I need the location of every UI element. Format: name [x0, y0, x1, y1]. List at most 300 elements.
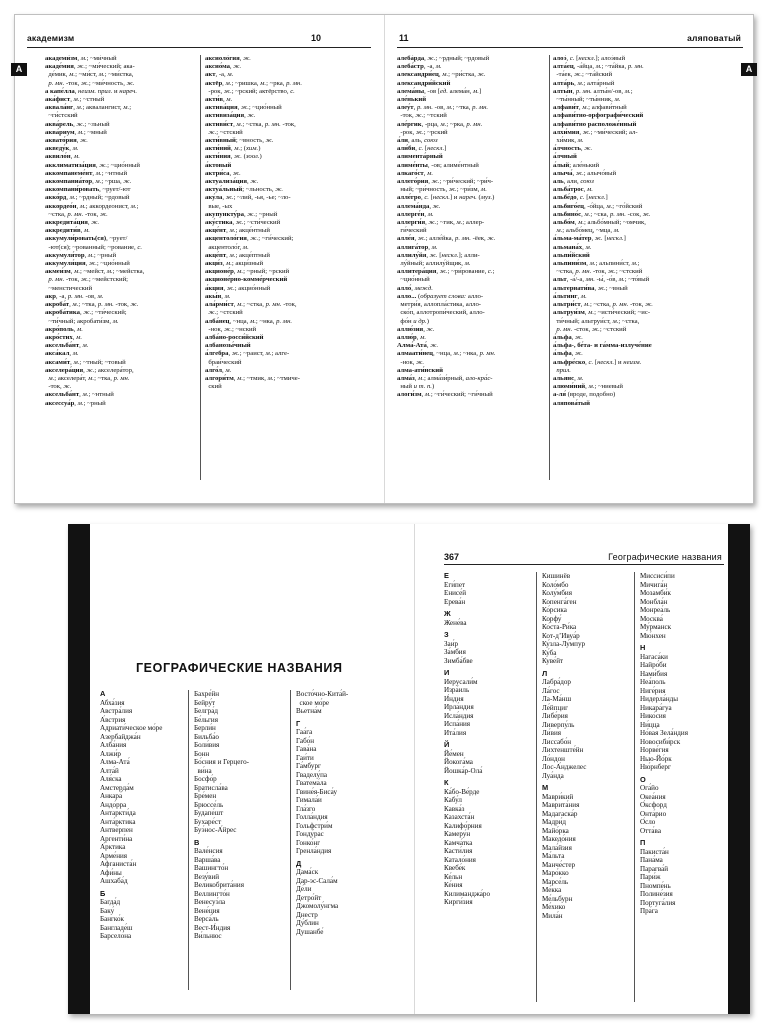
- place-name: Парагва́й: [640, 864, 669, 873]
- dictionary-entry-line: алма-ати́нский: [397, 366, 443, 374]
- dictionary-entry-line: альбиго́ец, -о́йца, м.; ~го́йский: [553, 202, 643, 210]
- header-rule-right: [397, 47, 743, 48]
- dictionary-entry-line: лу́йный; аллилу́йщик, м.: [397, 260, 471, 268]
- dictionary-column-1: [45, 55, 195, 495]
- dictionary-entry-line: аллю́зия, ж.: [397, 325, 435, 333]
- dictionary-entry-line: а́ли, аль, союз: [397, 137, 438, 145]
- dictionary-entry-line: браи́ческий: [205, 358, 242, 366]
- book-spine: [414, 524, 415, 1014]
- section-title: ГЕОГРАФИЧЕСКИЕ НАЗВАНИЯ: [136, 661, 343, 675]
- place-name: Нико́сия: [640, 712, 666, 720]
- place-name: Ко́ста-Ри́ка: [542, 623, 577, 631]
- dictionary-column-4: [553, 55, 703, 495]
- dictionary-entry-line: аллерги́я, ж.; ~гик, м.; аллер-: [397, 219, 485, 227]
- dictionary-entry-line: прил.: [556, 366, 571, 374]
- dictionary-entry-line: р. мн. -ток, ж.; ~мейстский;: [48, 276, 129, 284]
- dictionary-entry-line: аксельба́нт, м.: [45, 342, 89, 350]
- dictionary-entry-line: акведу́к, м.: [45, 145, 79, 153]
- place-name: Боли́вия: [194, 741, 220, 749]
- geo-column-1: [100, 690, 190, 941]
- place-name: Нагаса́ки: [640, 652, 668, 661]
- dictionary-entry-line: а́льфа, ж.: [553, 350, 583, 358]
- dictionary-entry-line: академи́зм, м.; ~ми́чный: [45, 55, 117, 62]
- place-name: Багда́д: [100, 898, 121, 906]
- place-name: Ла-Ма́нш: [542, 695, 572, 703]
- dictionary-entry-line: ~стка, р. мн. -ток, ж.: [45, 210, 108, 218]
- place-name: Океа́ния: [640, 792, 666, 801]
- place-name: Бейру́т: [194, 698, 216, 707]
- dictionary-column-3: [397, 55, 547, 495]
- column-divider: [634, 572, 635, 1002]
- place-name: Ирла́ндия: [444, 703, 474, 711]
- letter-heading: Л: [542, 668, 548, 678]
- place-name: За́мбия: [444, 648, 466, 656]
- place-name: Габо́н: [296, 736, 315, 745]
- dictionary-entry-line: але́ргик, -рца, м.; ~рка, р. мн.: [397, 120, 483, 128]
- dictionary-entry-line: акти́вный; ~вность, ж.: [205, 137, 274, 145]
- place-name: Вале́нсия: [194, 847, 223, 855]
- place-name: Ашхаба́д: [100, 877, 128, 885]
- place-name: Голла́ндия: [296, 813, 328, 821]
- place-name: Ке́ния: [444, 881, 463, 889]
- place-name: Нами́бия: [640, 669, 668, 678]
- dictionary-entry-line: аллига́тор, м.: [397, 243, 438, 251]
- place-name: Лос-А́нджелес: [542, 763, 587, 771]
- dictionary-spread-top: [14, 14, 754, 504]
- dictionary-entry-line: акаде́мия, ж.; ~ми́ческий; ака-: [45, 63, 135, 71]
- place-name: Вашингто́н: [194, 864, 229, 872]
- column-divider: [188, 690, 189, 990]
- dictionary-entry-line: аллитера́ция, ж.; ~ри́рование, с.;: [397, 268, 495, 276]
- place-name: Ла́гос: [542, 686, 560, 695]
- dictionary-entry-line: альтруи́зм, м.; ~исти́ческий; ~ис-: [553, 309, 651, 317]
- dictionary-entry-line: акупункту́ра, ж.; ~рный: [205, 210, 278, 218]
- dictionary-entry-line: аляпова́тый: [553, 399, 590, 407]
- dictionary-entry-line: ~цио́нный: [397, 276, 430, 284]
- dictionary-entry-line: альбе́до, с. [нескл.]: [553, 194, 608, 202]
- page-number-left: 10: [311, 33, 322, 43]
- place-name: Онта́рио: [640, 809, 667, 818]
- dictionary-entry-line: альпини́зм, м.; альпини́ст, м.;: [553, 260, 640, 268]
- running-head: Географические названия: [608, 552, 722, 562]
- place-name: Гонду́рас: [296, 830, 324, 838]
- dictionary-entry-line: ала́рми́ст, м.; ~стка, р. мн. -ток,: [205, 301, 297, 309]
- dictionary-entry-line: альбо́м, м.; альбо́мный; ~омчик,: [553, 219, 646, 227]
- place-name: Анкара́: [100, 792, 123, 800]
- dictionary-entry-line: акселера́ция, ж.; акселера́тор,: [45, 366, 134, 374]
- dictionary-entry-line: алеба́рда, ж.; ~рдный; ~рдовый: [397, 55, 490, 62]
- place-name: Пари́ж: [640, 873, 661, 881]
- dictionary-entry-line: аллилу́йя, ж. [нескл.]; алли-: [397, 251, 480, 259]
- place-name: Аргенти́на: [100, 834, 133, 843]
- place-name: Ку́ба: [542, 648, 557, 657]
- place-name: Гватема́ла: [296, 779, 327, 787]
- place-name: Амстерда́м: [100, 783, 134, 792]
- place-name: Килиманджа́ро: [444, 889, 491, 898]
- place-name: Македо́ния: [542, 835, 576, 843]
- place-name: Баку́: [100, 906, 115, 915]
- place-name: Антве́рпен: [100, 826, 133, 834]
- letter-heading: А: [100, 689, 106, 698]
- place-name: Гонко́нг: [296, 838, 321, 847]
- dictionary-entry-line: альпи́йский: [553, 251, 590, 259]
- place-name: Гаа́га: [296, 728, 313, 736]
- place-name: Ду́блин: [296, 919, 319, 927]
- place-name: Азербайджа́н: [100, 732, 141, 741]
- place-name: Ку́зла-Лу́мпур: [542, 640, 586, 648]
- place-name: Квебе́к: [444, 864, 466, 872]
- letter-heading: М: [542, 783, 549, 792]
- letter-heading: Г: [296, 718, 301, 728]
- place-name: Пра́га: [640, 907, 658, 915]
- dictionary-entry-line: албанозы́чный: [205, 342, 251, 350]
- place-name: Полине́зия: [640, 890, 673, 898]
- place-name: Афи́ны: [100, 868, 122, 877]
- geo-column-5: [542, 572, 632, 920]
- place-name: Отта́ва: [640, 826, 661, 835]
- place-name: Босфо́р: [194, 775, 217, 783]
- place-name: Бахре́йн: [194, 690, 220, 698]
- dictionary-entry-line: аква́риум, м.; ~мный: [45, 128, 107, 136]
- dictionary-entry-line: актуализа́ция, ж.: [205, 178, 259, 186]
- place-name: Никара́гуа: [640, 703, 672, 712]
- place-name: Ке́льн: [444, 872, 463, 881]
- dictionary-entry-line: ~ги́стский: [45, 112, 78, 120]
- dictionary-entry-line: -ют(ся); ~рованный; ~рование, с.: [45, 243, 142, 251]
- dictionary-entry-line: активи́ст, м.; ~стка, р. мн. -ток,: [205, 120, 296, 128]
- place-name: Венесуэ́ла: [194, 898, 226, 906]
- place-name: Лиссабо́н: [542, 737, 572, 746]
- place-name: Заи́р: [444, 639, 459, 648]
- place-name: Маври́кий: [542, 792, 574, 801]
- dictionary-entry-line: аккордео́н, м.; аккордеонист, м.;: [45, 202, 139, 210]
- dictionary-entry-line: акро́стих, м.: [45, 333, 83, 341]
- dictionary-entry-line: аллерге́н, м.: [397, 210, 434, 218]
- dictionary-entry-line: ж.; ~стский: [208, 128, 243, 136]
- dictionary-entry-line: альтернати́ва, ж.; ~вный: [553, 284, 628, 292]
- running-head-right: аляповатый: [687, 33, 741, 43]
- place-name: Либе́рия: [542, 712, 568, 720]
- geo-column-2: [194, 690, 284, 941]
- place-name: Йокога́ма: [444, 758, 473, 766]
- dictionary-entry-line: акце́пт, м.; акце́птный: [205, 251, 270, 259]
- dictionary-entry-line: акци́з, м.; акци́зный: [205, 260, 264, 268]
- dictionary-entry-line: аквато́рия, ж.: [45, 137, 88, 145]
- place-name: Ле́йпциг: [542, 703, 569, 712]
- dictionary-entry-line: аккомпани́ровать, ~рует/-ют: [45, 186, 131, 194]
- dictionary-entry-line: алема́ны, -ов [ед. алема́н, м.]: [397, 87, 482, 95]
- dictionary-entry-line: акклиматиза́ция, ж.; ~цио́нный: [45, 161, 140, 169]
- place-name: Ко́рсика: [542, 606, 567, 614]
- dictionary-entry-line: аккомпаниа́тор, м.; ~рша, ж.: [45, 178, 132, 186]
- dictionary-entry-line: -нок, ж.; ~нский: [205, 325, 257, 333]
- place-name: Бонн: [194, 749, 210, 758]
- place-name: Ерева́н: [444, 597, 466, 606]
- place-name: Ме́льбурн: [542, 894, 573, 903]
- dictionary-entry-line: ~ти́чный; акробати́зм, м.: [45, 317, 119, 325]
- place-name: Бре́мен: [194, 792, 217, 800]
- dictionary-entry-line: альмана́х, м.: [553, 243, 592, 251]
- column-divider: [200, 55, 201, 480]
- place-name: Мадагаска́р: [542, 809, 578, 818]
- dictionary-entry-line: аллю́р, м.: [397, 333, 427, 341]
- dictionary-entry-line: алгори́тм, м.; ~тмик, м.; ~тмиче-: [205, 374, 300, 382]
- dictionary-entry-line: але́нький: [397, 96, 427, 104]
- place-name: Мила́н: [542, 911, 563, 920]
- place-name: Неа́поль: [640, 678, 666, 686]
- dictionary-entry-line: аллема́нда, ж.: [397, 202, 441, 210]
- dictionary-entry-line: алта́рь, м.; алта́рный: [553, 79, 615, 87]
- dictionary-entry-line: аккумуля́тор, м.; ~рный: [45, 251, 117, 259]
- place-name: Маро́кко: [542, 869, 569, 877]
- dictionary-entry-line: ж.; ~стский: [208, 309, 243, 317]
- dictionary-entry-line: алло́, межд.: [397, 284, 433, 292]
- place-name: Пакиста́н: [640, 847, 669, 856]
- place-name: Лихтенште́йн: [542, 746, 584, 754]
- dictionary-entry-line: алеба́стр, -а, м.: [397, 63, 442, 71]
- dictionary-entry-line: а́лый; але́нький: [553, 161, 600, 169]
- place-name: Новосиби́рск: [640, 737, 681, 746]
- place-name: Ме́кка: [542, 886, 562, 894]
- place-name: Испа́ния: [444, 720, 471, 728]
- place-name: Де́ли: [296, 885, 312, 893]
- place-name: Еги́пет: [444, 580, 466, 589]
- place-name: Луа́нда: [542, 771, 564, 780]
- dictionary-entry-line: алфави́тно-орфографи́ческий: [553, 112, 644, 120]
- dictionary-entry-line: акко́рд, м.; ~рдный; ~рдовый: [45, 194, 130, 202]
- dictionary-entry-line: альянс, м.: [553, 374, 584, 382]
- place-name: Изра́иль: [444, 686, 470, 694]
- dictionary-entry-line: а́льма-ма́тер, ж. [нескл.]: [553, 235, 626, 243]
- dictionary-entry-line: актри́са, ж.: [205, 169, 241, 177]
- place-name: Афганиста́н: [100, 860, 137, 868]
- place-name: Алжи́р: [100, 749, 121, 758]
- place-name: Йошка́р-Ола́: [444, 766, 483, 775]
- place-name: Верса́ль: [194, 915, 219, 923]
- dictionary-entry-line: акро́поль, м.: [45, 325, 83, 333]
- place-name: Исла́ндия: [444, 711, 474, 720]
- dictionary-entry-line: аку́стика, ж.; ~сти́ческий: [205, 219, 281, 227]
- place-name: Мадри́д: [542, 818, 567, 826]
- dictionary-entry-line: акти́в, м.: [205, 96, 233, 104]
- place-name: Веллингто́н: [194, 889, 230, 898]
- place-name: ви́на: [194, 766, 212, 775]
- dictionary-entry-line: акцентоло́гия, ж.; ~ги́ческий;: [205, 235, 294, 243]
- place-name: Кирги́зия: [444, 898, 473, 906]
- place-name: Бангко́к: [100, 915, 125, 923]
- place-name: Гвине́я-Биса́у: [296, 787, 337, 796]
- header-rule-left: [27, 47, 371, 48]
- dictionary-entry-line: акционе́р, м.; ~рный; ~рский: [205, 268, 290, 276]
- dictionary-entry-line: алле́я, ж.; алле́йка, р. мн. -ёек, ж.: [397, 235, 496, 243]
- dictionary-entry-line: а́ктовый: [205, 161, 232, 169]
- place-name: Алма-Ата́: [100, 758, 130, 766]
- dictionary-entry-line: альт, -а́/-а, мн. -ы́, -о́в, м.; ~то́вый: [553, 276, 650, 284]
- dictionary-entry-line: алимента́рный: [397, 153, 443, 161]
- dictionary-entry-line: алфави́тно расположе́нный: [553, 120, 637, 128]
- dictionary-entry-line: а капе́лла, неизм. прил. и нареч.: [45, 87, 138, 95]
- dictionary-entry-line: алле́гро, с. [нескл.] и нареч. (муз.): [397, 194, 495, 202]
- dictionary-entry-line: аккумуля́ция, ж.; ~цио́нный: [45, 260, 130, 268]
- dictionary-entry-line: акце́нт, м.; акце́нтный: [205, 227, 270, 235]
- dictionary-entry-line: альба́трос, м.: [553, 186, 593, 194]
- dictionary-entry-line: акр, -а, р. мн. -ов, м.: [45, 292, 104, 300]
- place-name: Мозамби́к: [640, 589, 671, 597]
- dictionary-entry-line: активиза́ция, ж.: [205, 112, 256, 120]
- dictionary-entry-line: ~ты́нный; ~ты́нник, м.: [553, 96, 621, 104]
- place-name: Кабу́л: [444, 796, 462, 804]
- place-name: Гава́на: [296, 745, 317, 753]
- place-name: Гаи́ти: [296, 753, 314, 762]
- place-name: Джомолу́нгма: [296, 902, 339, 910]
- place-name: Буэ́нос-А́йрес: [194, 826, 237, 834]
- place-name: Анта́рктика: [100, 817, 136, 826]
- dictionary-entry-line: де́мик, м.; ~ми́ст, м.; ~ми́стка,: [45, 71, 134, 79]
- dictionary-entry-line: а́лгебра, ж.; ~раист, м.; алге-: [205, 350, 290, 358]
- place-name: Найро́би: [640, 661, 667, 669]
- running-head-left: академизм: [27, 33, 75, 43]
- place-name: Ню́рнберг: [640, 763, 671, 771]
- letter-heading: З: [444, 630, 449, 639]
- header-rule: [444, 564, 724, 565]
- place-name: Великобрита́ния: [194, 881, 244, 889]
- dictionary-entry-line: ный; ~ри́чность, ж.; ~ри́зм, м.: [397, 186, 487, 194]
- dictionary-entry-line: а́льфа, ж.: [553, 333, 583, 341]
- place-name: Вене́ция: [194, 906, 220, 915]
- place-name: О́ксфорд: [640, 801, 667, 809]
- place-name: Кавка́з: [444, 804, 465, 813]
- right-edge-band: [728, 524, 750, 1014]
- place-name: Душанбе́: [296, 927, 324, 936]
- dictionary-entry-line: р. мн. -ток, ж.; ~ми́чность, ж.: [48, 79, 135, 87]
- place-name: Ни́цца: [640, 720, 660, 729]
- dictionary-entry-line: ский: [205, 383, 222, 391]
- place-name: Барсело́на: [100, 932, 132, 940]
- place-name: Марсе́ль: [542, 877, 569, 886]
- dictionary-entry-line: али́би, с. [нескл.]: [397, 145, 447, 153]
- dictionary-entry-line: алма́з, м.; алма́зи́рный, ало-кра́с-: [397, 374, 493, 382]
- place-name: Пномпе́нь: [640, 881, 671, 890]
- dictionary-entry-line: алиме́нты, -ов; алиме́нтный: [397, 161, 479, 169]
- dictionary-entry-line: алхи́мия, ж.; ~ми́ческий; ал-: [553, 128, 638, 136]
- dictionary-entry-line: актёр, м.; ~ришка, м.; ~рка, р. мн.: [205, 79, 303, 87]
- dictionary-entry-line: м.; акселера́т, м.; ~тка, р. мн.: [48, 374, 130, 382]
- letter-heading: Ж: [444, 609, 451, 618]
- place-name: Га́мбург: [296, 762, 321, 770]
- dictionary-entry-line: аккомпанеме́нт, м.; ~нтный: [45, 169, 128, 177]
- place-name: Гренла́ндия: [296, 847, 332, 855]
- dictionary-entry-line: актива́ция, ж.; ~цио́нный: [205, 104, 282, 112]
- place-name: Бангладе́ш: [100, 923, 133, 932]
- place-name: Дар-эс-Сала́м: [296, 876, 338, 885]
- dictionary-entry-line: алба́но-росси́йский: [205, 333, 264, 341]
- letter-heading: Д: [296, 858, 302, 868]
- place-name: Жене́ва: [444, 618, 467, 627]
- dictionary-entry-line: ти́чный; альтруи́ст, м.; ~стка,: [553, 317, 640, 325]
- page-number-right: 11: [399, 33, 409, 43]
- place-name: Монбла́н: [640, 597, 668, 606]
- place-name: Пана́ма: [640, 856, 663, 864]
- book-spine: [384, 15, 385, 503]
- dictionary-entry-line: -ток, ж.; ~тский: [397, 112, 447, 120]
- place-name: Адриати́ческое мо́ре: [100, 724, 163, 732]
- place-name: Ли́вия: [542, 729, 562, 737]
- place-name: Москва́: [640, 614, 663, 623]
- dictionary-entry-line: ака́фист, м.; ~стный: [45, 96, 105, 104]
- place-name: Ви́льнюс: [194, 932, 222, 940]
- letter-heading: К: [444, 778, 449, 787]
- place-name: Манче́стер: [542, 860, 576, 869]
- place-name: И́ндия: [444, 694, 464, 703]
- dictionary-entry-line: акти́ния, ж. (зоол.): [205, 153, 262, 161]
- letter-heading: В: [194, 837, 200, 847]
- dictionary-entry-line: а́кция, ж.; акцио́нный: [205, 284, 271, 292]
- place-name: Ога́йо: [640, 784, 659, 792]
- dictionary-entry-line: акти́ний, м.; (хим.): [205, 145, 261, 153]
- dictionary-entry-line: аква́рель, ж.; ~льный: [45, 120, 110, 128]
- place-name: Монреа́ль: [640, 606, 671, 614]
- dictionary-entry-line: акцентоло́г, м.: [205, 243, 249, 251]
- dictionary-entry-line: алго́л, м.: [205, 366, 232, 374]
- dictionary-entry-line: Алма́-Ата́, ж.: [397, 342, 439, 350]
- place-name: Дама́ск: [296, 868, 319, 876]
- dictionary-entry-line: альтри́ст, м.; ~стка, р. мн. -ток, ж.: [553, 301, 653, 309]
- place-name: Аля́ска: [100, 775, 122, 783]
- place-name: Мичига́н: [640, 580, 668, 589]
- dictionary-entry-line: акы́н, м.: [205, 292, 231, 300]
- place-name: Калифо́рния: [444, 821, 482, 830]
- place-name: А́рктика: [100, 843, 126, 851]
- geo-column-6: [640, 572, 728, 916]
- geo-column-3: [296, 690, 396, 936]
- place-name: А́встрия: [100, 715, 126, 724]
- place-name: Братисла́ва: [194, 783, 228, 792]
- dictionary-entry-line: альбино́с, м.; ~ска, р. мн. -сок, ж.: [553, 210, 651, 218]
- place-name: Арме́ния: [100, 851, 128, 860]
- dictionary-entry-line: акт, -а, м.: [205, 71, 234, 79]
- dictionary-entry-line: аксами́т, м.; ~тный; ~товый: [45, 358, 126, 366]
- place-name: Нью-Йо́рк: [640, 754, 672, 763]
- place-name: Кишинёв: [542, 572, 571, 580]
- place-name: Гимала́и: [296, 796, 322, 804]
- dictionary-entry-line: метри́я, аллопла́стика, алло-: [397, 301, 482, 309]
- place-name: Абха́зия: [100, 698, 125, 707]
- place-name: Норве́гия: [640, 746, 669, 754]
- dictionary-entry-line: аквала́нг, м.; аквалангист, м.;: [45, 104, 132, 112]
- place-name: Но́вая Зела́ндия: [640, 729, 688, 737]
- column-divider: [290, 690, 291, 990]
- dictionary-entry-line: аксельба́нт, м.; ~нтный: [45, 391, 114, 399]
- dictionary-entry-line: аксио́ма, ж.: [205, 63, 242, 71]
- place-name: Касти́лия: [444, 847, 473, 855]
- dictionary-entry-line: а́лчность, ж.: [553, 145, 593, 153]
- place-name: Копенга́ген: [542, 597, 577, 606]
- dictionary-entry-line: акционе́рно-комме́рческий: [205, 276, 288, 284]
- place-name: Днестр: [296, 910, 318, 919]
- dictionary-entry-line: -рок, ж.; ~рский: [397, 128, 448, 136]
- dictionary-entry-line: алло... (образует слова: алло-: [397, 292, 484, 300]
- place-name: Алба́ния: [100, 741, 127, 749]
- dictionary-entry-line: алыча́, ж.; алычо́вый: [553, 169, 617, 177]
- place-name: Австра́лия: [100, 707, 133, 715]
- dictionary-entry-line: аккредита́ция, ж.: [45, 219, 100, 227]
- place-name: Йе́мен: [444, 749, 464, 758]
- dictionary-entry-line: ско́п, аллотропи́ческий, алло-: [397, 309, 485, 317]
- place-name: Вьетна́м: [296, 707, 322, 715]
- place-name: Антаркти́да: [100, 809, 136, 817]
- dictionary-entry-line: алкаго́ст, м.: [397, 169, 434, 177]
- dictionary-entry-line: хи́мик, м.: [553, 137, 584, 145]
